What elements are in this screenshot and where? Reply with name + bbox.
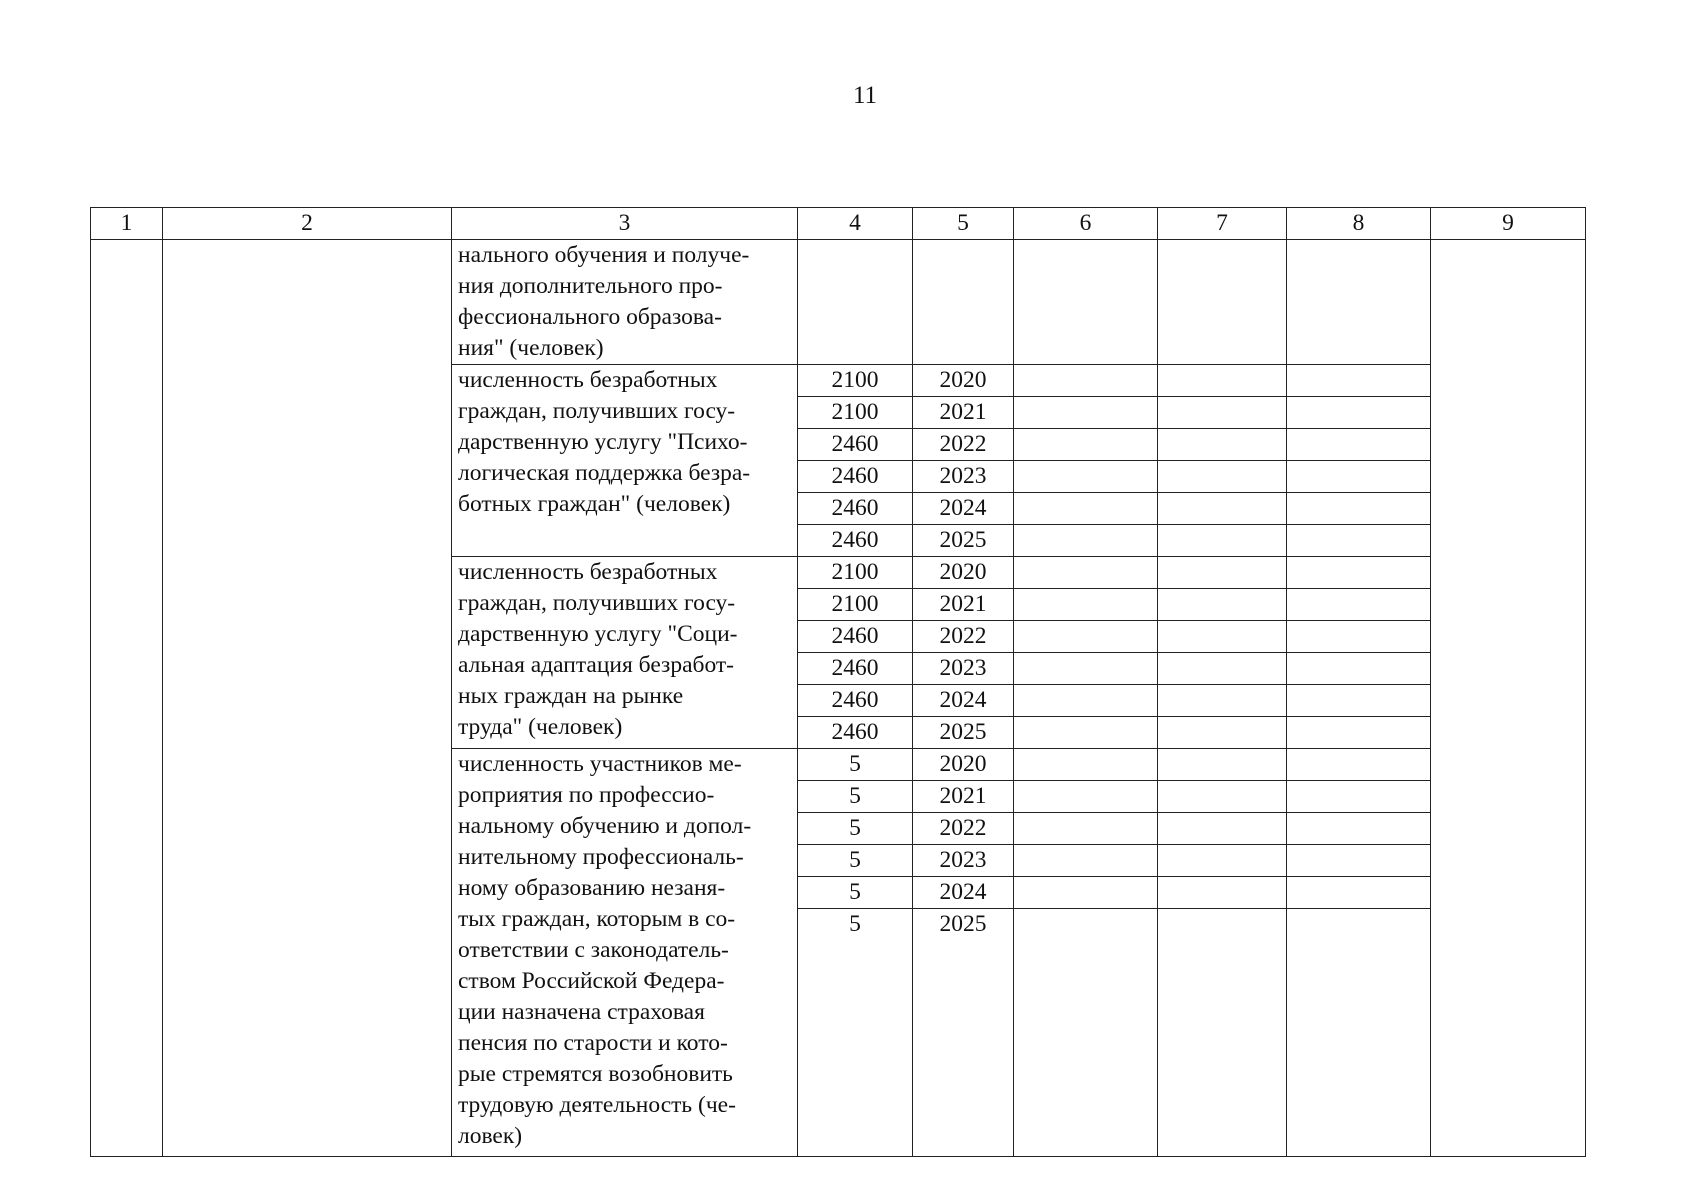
indicator-description: нального обучения и получе- ния дополнительного про- фессионального образова- ния" (человек): [452, 240, 798, 365]
column-8-cell: [1287, 653, 1431, 685]
indicator-description: численность участников ме- роприятия по профессио- нальному обучению и допол- нительному профессиональ- ному образованию незаня- тых граждан, которым в со- ответствии с законодатель- ством Российской Федера- ции назначена страховая пенсия по старости и кото- рые стремятся возобновить трудовую деятельность (че- ловек): [452, 749, 798, 1157]
indicator-year: 2020: [913, 557, 1014, 589]
indicator-value: 5: [798, 813, 913, 845]
column-6-cell: [1014, 557, 1158, 589]
indicator-year: 2022: [913, 813, 1014, 845]
column-8-cell: [1287, 429, 1431, 461]
indicator-description: численность безработных граждан, получивших госу- дарственную услугу "Психо- логическая поддержка безра- ботных граждан" (человек): [452, 365, 798, 557]
column-header: 9: [1431, 208, 1586, 240]
column-6-cell: [1014, 365, 1158, 397]
column-8-cell: [1287, 397, 1431, 429]
table-header-row: [91, 208, 1586, 240]
column-7-cell: [1158, 845, 1287, 877]
indicator-year: 2025: [913, 717, 1014, 749]
column-7-cell: [1158, 909, 1287, 1157]
indicator-value: 2460: [798, 461, 913, 493]
column-6-cell: [1014, 240, 1158, 365]
indicator-year: 2023: [913, 461, 1014, 493]
column-7-cell: [1158, 621, 1287, 653]
column-8-cell: [1287, 813, 1431, 845]
indicator-year: 2022: [913, 429, 1014, 461]
column-7-cell: [1158, 685, 1287, 717]
column-6-cell: [1014, 621, 1158, 653]
indicator-value: 5: [798, 845, 913, 877]
column-9-cell: [1431, 240, 1586, 1157]
column-8-cell: [1287, 461, 1431, 493]
column-7-cell: [1158, 493, 1287, 525]
column-7-cell: [1158, 749, 1287, 781]
column-8-cell: [1287, 845, 1431, 877]
column-7-cell: [1158, 781, 1287, 813]
indicator-year: 2020: [913, 749, 1014, 781]
column-8-cell: [1287, 749, 1431, 781]
indicator-value: 2460: [798, 685, 913, 717]
column-8-cell: [1287, 781, 1431, 813]
indicator-year: 2021: [913, 781, 1014, 813]
column-6-cell: [1014, 397, 1158, 429]
column-6-cell: [1014, 493, 1158, 525]
column-7-cell: [1158, 813, 1287, 845]
column-header: 5: [913, 208, 1014, 240]
column-6-cell: [1014, 781, 1158, 813]
column-8-cell: [1287, 909, 1431, 1157]
column-8-cell: [1287, 621, 1431, 653]
indicator-value: 5: [798, 877, 913, 909]
column-6-cell: [1014, 461, 1158, 493]
column-header: 4: [798, 208, 913, 240]
indicator-year: 2025: [913, 525, 1014, 557]
indicator-value: 2100: [798, 365, 913, 397]
indicator-year: 2020: [913, 365, 1014, 397]
indicator-value: 2460: [798, 653, 913, 685]
indicator-value: 5: [798, 749, 913, 781]
indicator-year: [913, 240, 1014, 365]
column-6-cell: [1014, 653, 1158, 685]
column-7-cell: [1158, 717, 1287, 749]
indicator-year: 2024: [913, 877, 1014, 909]
column-7-cell: [1158, 240, 1287, 365]
column-6-cell: [1014, 909, 1158, 1157]
column-6-cell: [1014, 685, 1158, 717]
column-header: 6: [1014, 208, 1158, 240]
column-8-cell: [1287, 685, 1431, 717]
column-7-cell: [1158, 653, 1287, 685]
column-8-cell: [1287, 717, 1431, 749]
indicator-year: 2024: [913, 493, 1014, 525]
column-6-cell: [1014, 525, 1158, 557]
column-8-cell: [1287, 557, 1431, 589]
indicator-year: 2024: [913, 685, 1014, 717]
indicators-table: [90, 207, 1586, 1157]
column-6-cell: [1014, 845, 1158, 877]
indicator-year: 2025: [913, 909, 1014, 1157]
column-header: 2: [163, 208, 452, 240]
column-8-cell: [1287, 493, 1431, 525]
column-7-cell: [1158, 365, 1287, 397]
column-6-cell: [1014, 717, 1158, 749]
column-7-cell: [1158, 461, 1287, 493]
page-number: 11: [852, 82, 878, 109]
indicator-year: 2023: [913, 845, 1014, 877]
indicator-year: 2021: [913, 397, 1014, 429]
indicator-value: 2100: [798, 397, 913, 429]
column-7-cell: [1158, 589, 1287, 621]
column-8-cell: [1287, 365, 1431, 397]
column-7-cell: [1158, 525, 1287, 557]
column-header: 7: [1158, 208, 1287, 240]
column-7-cell: [1158, 397, 1287, 429]
column-8-cell: [1287, 525, 1431, 557]
column-header: 3: [452, 208, 798, 240]
indicator-value: 2100: [798, 589, 913, 621]
column-8-cell: [1287, 240, 1431, 365]
indicator-year: 2023: [913, 653, 1014, 685]
indicator-year: 2021: [913, 589, 1014, 621]
column-header: 1: [91, 208, 163, 240]
column-8-cell: [1287, 877, 1431, 909]
column-7-cell: [1158, 557, 1287, 589]
column-header: 8: [1287, 208, 1431, 240]
column-7-cell: [1158, 877, 1287, 909]
column-6-cell: [1014, 429, 1158, 461]
column-2-cell: [163, 240, 452, 1157]
column-6-cell: [1014, 813, 1158, 845]
column-8-cell: [1287, 589, 1431, 621]
table-row: [91, 240, 1586, 271]
column-6-cell: [1014, 749, 1158, 781]
indicator-value: 2460: [798, 525, 913, 557]
column-7-cell: [1158, 429, 1287, 461]
indicator-description: численность безработных граждан, получивших госу- дарственную услугу "Соци- альная адаптация безработ- ных граждан на рынке труда" (человек): [452, 557, 798, 749]
indicator-value: 2460: [798, 429, 913, 461]
indicator-value: 2460: [798, 621, 913, 653]
indicator-value: 2460: [798, 493, 913, 525]
indicator-value: 5: [798, 909, 913, 1157]
indicator-value: 5: [798, 781, 913, 813]
indicator-value: 2100: [798, 557, 913, 589]
column-1-cell: [91, 240, 163, 1157]
indicator-year: 2022: [913, 621, 1014, 653]
indicator-value: 2460: [798, 717, 913, 749]
column-6-cell: [1014, 877, 1158, 909]
column-6-cell: [1014, 589, 1158, 621]
indicator-value: [798, 240, 913, 365]
